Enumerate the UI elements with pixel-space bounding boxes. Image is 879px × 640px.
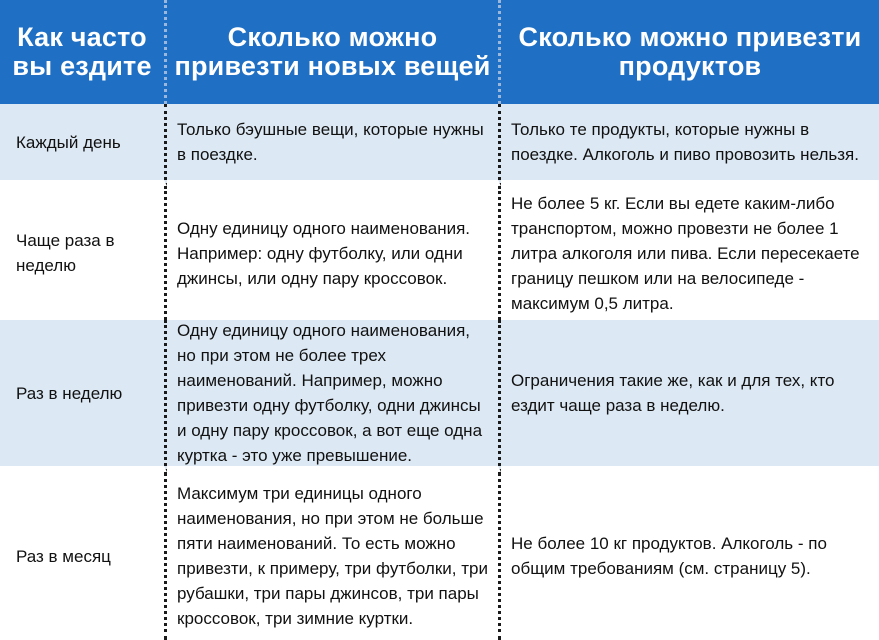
row-3-things-text: Одну единицу одного наименования, но при этом не более трех наименований. Например, можно привезти одну футболку, одни джинсы и одну пару кроссовок, а вот еще одна куртка - это уже превышение. — [177, 321, 483, 465]
row-4-things — [167, 472, 501, 640]
row-1-things — [167, 104, 501, 186]
row-1-food-text: Только те продукты, которые нужны в поездке. Алкоголь и пиво провозить нельзя. — [511, 120, 859, 164]
row-2-frequency-text: Чаще раза в неделю — [16, 231, 115, 275]
row-1-frequency-text: Каждый день — [16, 132, 121, 152]
row-3-food-text: Ограничения такие же, как и для тех, кто ездит чаще раза в неделю. — [511, 371, 835, 415]
header-new-things — [167, 0, 501, 104]
row-1-food — [501, 104, 879, 186]
row-3-frequency-text: Раз в неделю — [16, 383, 123, 403]
header-products-text: Сколько можно привезти продуктов — [518, 22, 862, 81]
row-4-frequency — [0, 472, 167, 640]
row-4-things-text: Максимум три единицы одного наименования, но при этом не больше пяти наименований. То есть можно привезти, к примеру, три футболки, три рубашки, три пары джинсов, три пары кроссовок, три зимние куртки. — [177, 484, 488, 628]
row-2-things — [167, 186, 501, 320]
header-products — [501, 0, 879, 104]
row-4-food — [501, 472, 879, 640]
row-3-frequency — [0, 320, 167, 472]
row-2-food — [501, 186, 879, 320]
header-new-things-text: Сколько можно привезти новых вещей — [174, 22, 491, 81]
header-frequency — [0, 0, 167, 104]
row-2-food-text: Не более 5 кг. Если вы едете каким-либо транспортом, можно провезти не более 1 литра алкоголя или пива. Если пересекаете границу пешком или на велосипеде - максимум 0,5 литра. — [511, 193, 860, 313]
row-3-things — [167, 320, 501, 472]
row-3-food — [501, 320, 879, 472]
row-1-things-text: Только бэушные вещи, которые нужны в поездке. — [177, 120, 484, 164]
row-4-food-text: Не более 10 кг продуктов. Алкоголь - по общим требованиям (см. страницу 5). — [511, 534, 827, 578]
row-4-frequency-text: Раз в месяц — [16, 546, 111, 566]
row-2-frequency — [0, 186, 167, 320]
row-2-things-text: Одну единицу одного наименования. Например: одну футболку, или одни джинсы, или одну пару кроссовок. — [177, 218, 471, 288]
header-frequency-text: Как часто вы ездите — [12, 22, 152, 81]
row-1-frequency — [0, 104, 167, 186]
